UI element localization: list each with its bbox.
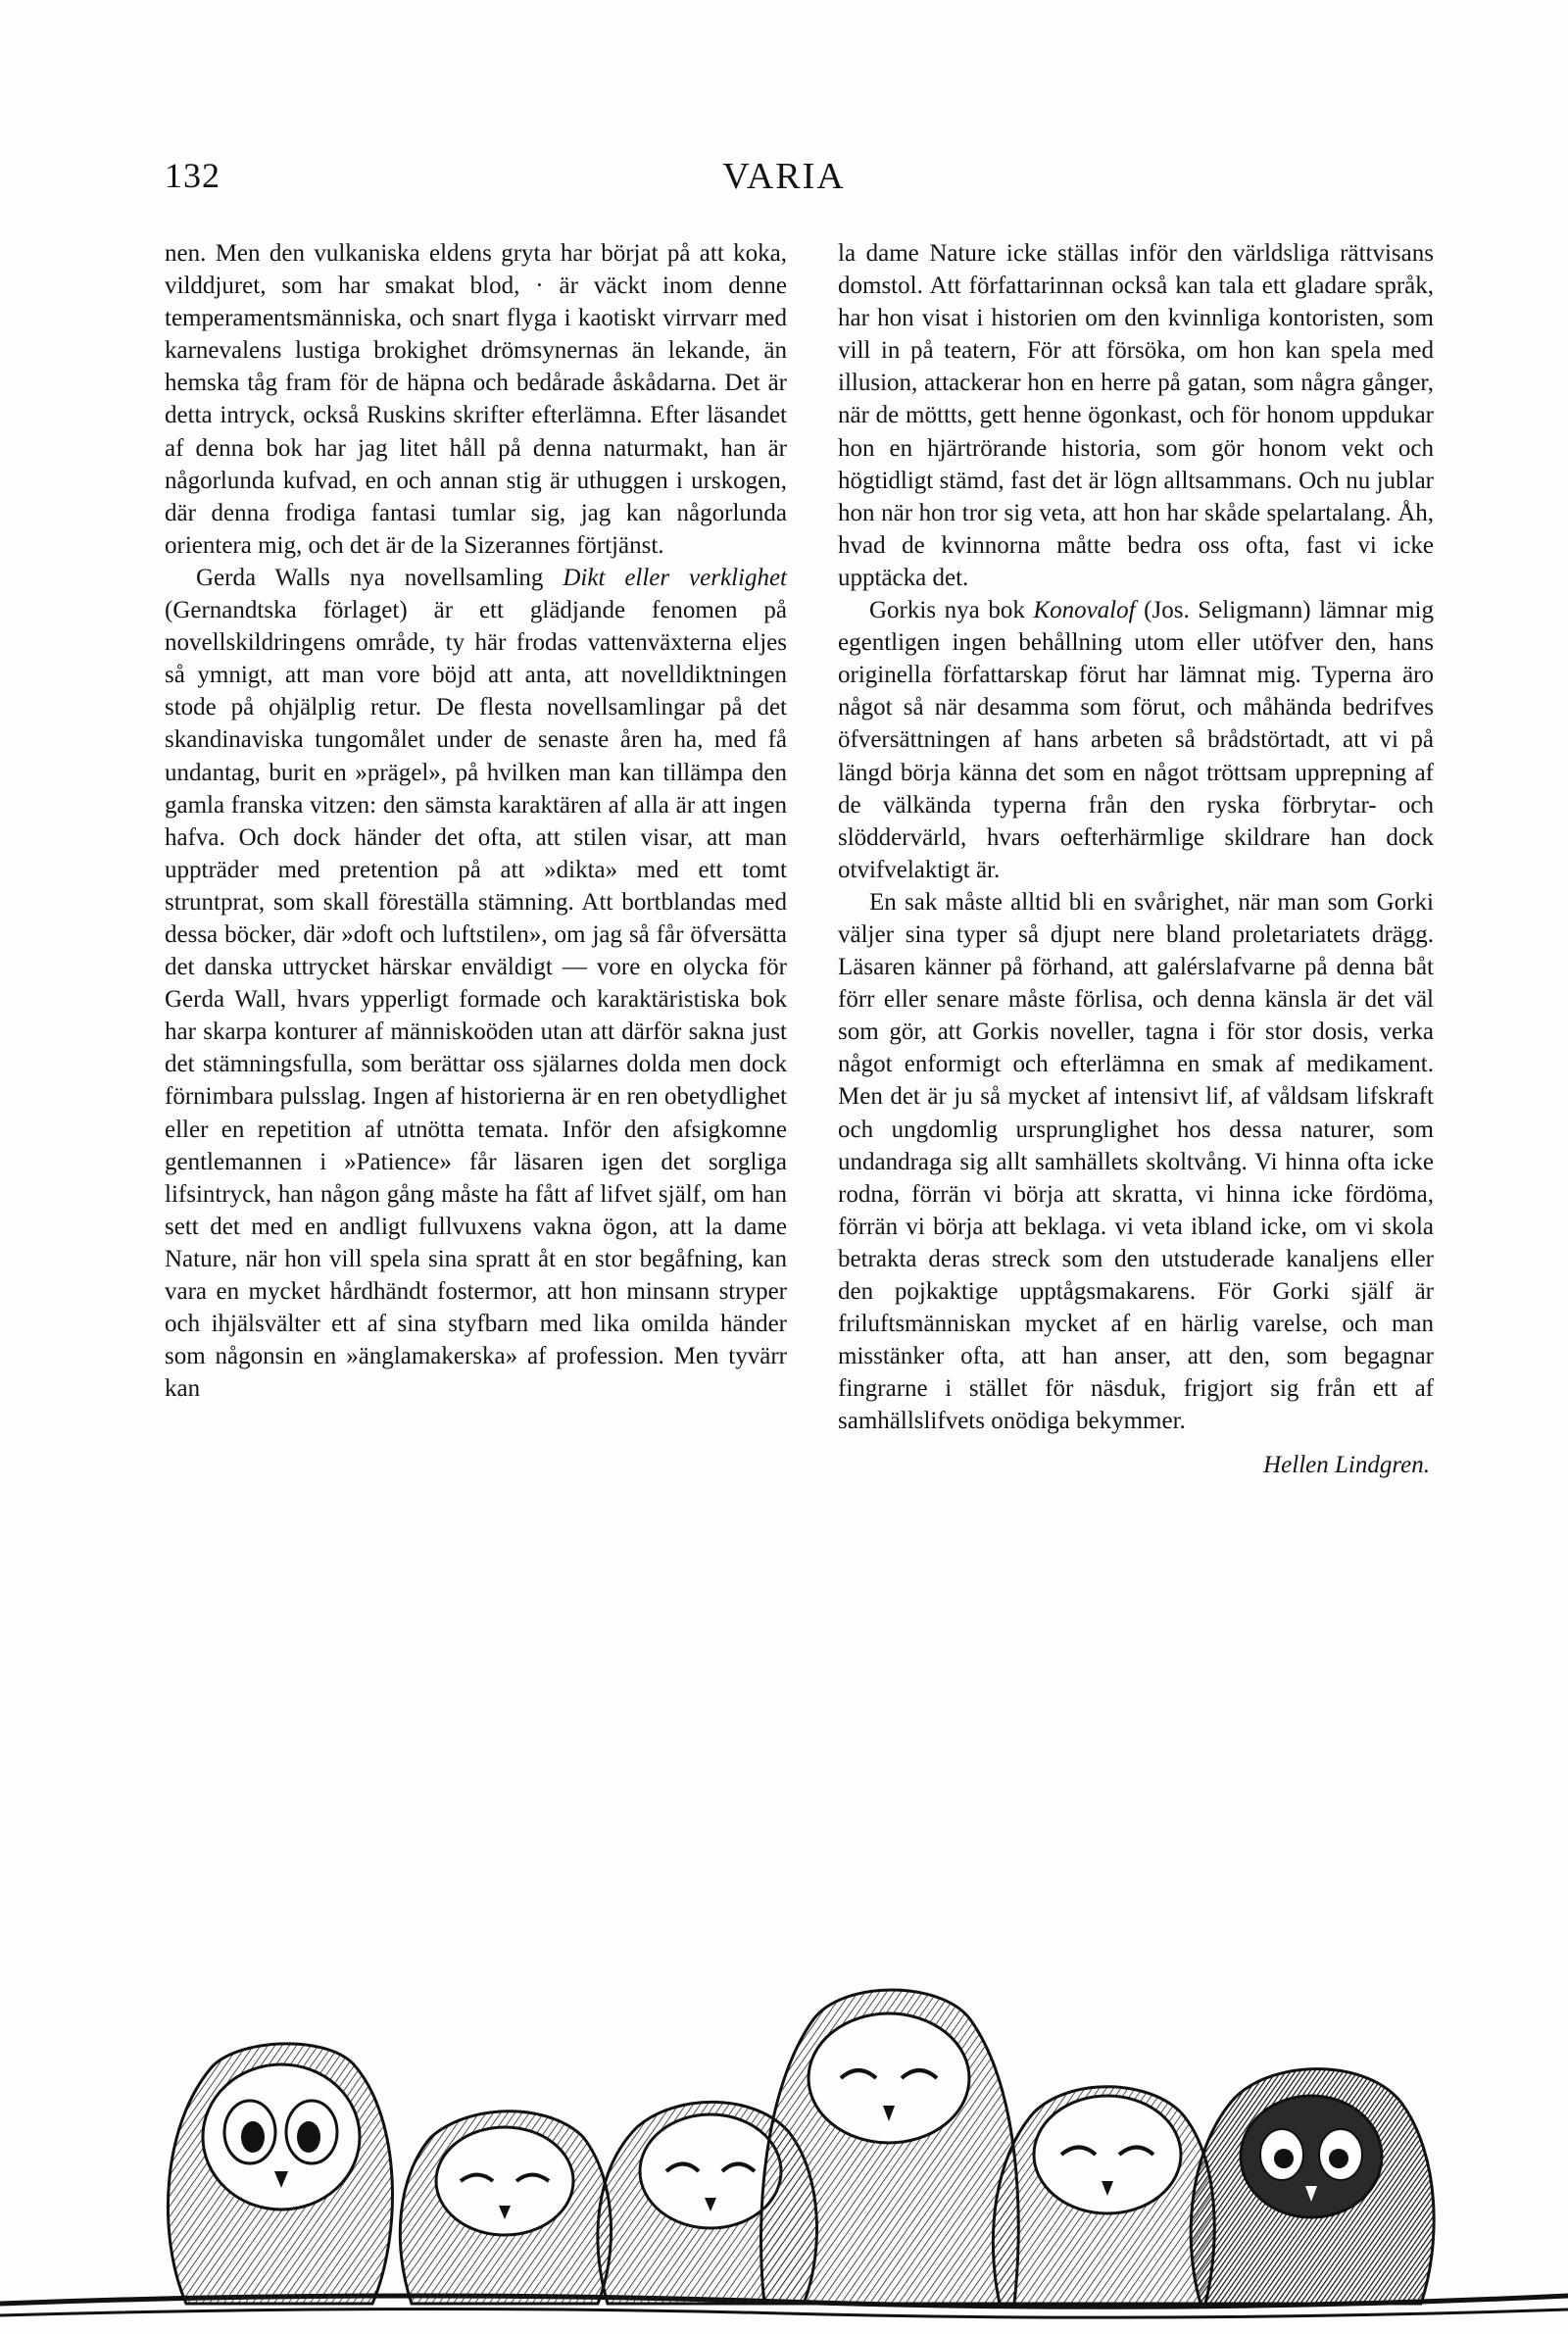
owl-sleeping-center	[761, 1990, 1019, 2304]
owl-dark-right	[1191, 2069, 1434, 2304]
owl-sleeping-5	[993, 2087, 1214, 2304]
owl-illustration	[0, 1843, 1568, 2334]
author-signature: Hellen Lindgren.	[1263, 1452, 1430, 1479]
left-paragraph-2	[165, 562, 787, 1405]
right-paragraph-1: la dame Nature icke ställas inför den världsliga rättvisans domstol. Att författarinnan också kan tala ett gladare språk, har hon visat i historien om den kvinnliga kontoristen, som vill in på teatern, För att försöka, om hon kan spela med illusion, attackerar hon en herre på gatan, som några gånger, när de möttts, gett henne ögonkast, och för honom uppdukar hon en hjärtrörande historia, som gör honom vekt och högtidligt stämd, fast det är lögn alltsammans. Och nu jublar hon när hon tror sig veta, att hon har skåde spelartalang. Åh, hvad de kvinnorna måtte bedra oss ofta, fast vi icke upptäcka det.	[838, 240, 1434, 591]
book-title-dikt-eller-verklighet: Dikt eller verklighet	[563, 564, 787, 591]
running-head: VARIA	[722, 156, 846, 197]
right-paragraph-2	[838, 594, 1434, 886]
left-paragraph-2-rest: (Gernandtska förlaget) är ett glädjande fenomen på novellskildringens område, ty här frodas vattenväxterna eljes så ymnigt, att man vore böjd att anta, att novelldiktningen stode på ohjälplig retur. De flesta novellsamlingar på det skandinaviska tungomålet under de senaste åren ha, med få undantag, burit en »prägel», på hvilken man kan tillämpa den gamla franska vitzen: den sämsta karaktären af alla är att ingen hafva. Och dock händer det ofta, att stilen visar, att man uppträder med pretention på att »dikta» med ett tomt struntprat, som skall föreställa stämning. Att bortblandas med dessa böcker, där »doft och luftstilen», om jag så får öfversätta det danska uttrycket härskar enväldigt — vore en olycka för Gerda Wall, hvars ypperligt formade och karaktäristiska bok har skarpa konturer af människoöden utan att därför sakna just det stämningsfulla, som berättar oss själarnes dolda men dock förnimbara pulsslag. Ingen af historierna är en ren obetydlighet eller en repetition af utnötta temata. Inför den afsigkomne gentlemannen i »Patience» får läsaren igen det sorgliga lifsintryck, han någon gång måste ha fått af lifvet själf, om han sett det med en andligt fullvuxens vakna ögon, att la dame Nature, när hon vill spela sina spratt åt en stor begåfning, kan vara en mycket hårdhändt fostermor, att hon minsann stryper och ihjälsvälter ett af sina styfbarn med lika omilda händer som någonsin en »änglamakerska» af profession. Men tyvärr kan	[165, 597, 787, 1403]
right-paragraph-2-start: Gorkis nya bok	[869, 597, 1034, 624]
left-paragraph-1: nen. Men den vulkaniska eldens gryta har börjat på att koka, vilddjuret, som har smakat blod, · är väckt inom denne temperamentsmänniska, och snart flyga i kaotiskt virrvarr med karnevalens lustiga brokighet drömsynernas än lekande, än hemska tåg fram för de häpna och bedårade åskådarna. Det är detta intryck, också Ruskins skrifter efterlämna. Efter läsandet af denna bok har jag litet håll på denna naturmakt, han är någorlunda kufvad, en och annan stig är uthuggen i urskogen, där denna frodiga fantasi tumlar sig, jag kan någorlunda orientera mig, och det är de la Sizerannes förtjänst.	[165, 240, 787, 559]
owl-sleeping-2	[400, 2111, 611, 2304]
left-paragraph-2-start: Gerda Walls nya novellsamling	[196, 564, 564, 591]
page-number: 132	[165, 156, 220, 195]
right-column	[838, 237, 1434, 1482]
left-column	[165, 237, 787, 1405]
book-title-konovalof: Konovalof	[1033, 597, 1136, 624]
owl-wide-eyed-left	[168, 2044, 392, 2304]
right-paragraph-2-rest: (Jos. Seligmann) lämnar mig egentligen ingen behållning utom eller utöfver den, hans originella författarskap förut har lämnat mig. Typerna äro något så när desamma som förut, och måhända bedrifves öfversättningen af hans arbeten så brådstörtadt, att vi på längd börja känna det som en något tröttsam upprepning af de välkända typerna från den ryska förbrytar- och slöddervärld, hvars oefterhärmlige skildrare han dock otvifvelaktigt är.	[838, 597, 1435, 883]
right-paragraph-3: En sak måste alltid bli en svårighet, när man som Gorki väljer sina typer så djupt nere bland proletariatets drägg. Läsaren känner på förhand, att galérslafvarne på denna båt förr eller senare måste förlisa, och denna känsla är det väl som gör, att Gorkis noveller, tagna i för stor dosis, verka något enformigt och efterlämna en smak af medikament. Men det är ju så mycket af intensivt lif, af våldsam lifskraft och ungdomlig ursprunglighet hos dessa naturer, som undandraga sig allt samhällets skoltvång. Vi hinna ofta icke rodna, förrän vi börja att skratta, vi hinna icke fördöma, förrän vi börja att beklaga. vi veta ibland icke, om vi skola betrakta deras streck som den utstuderade kanaljens eller den pojkaktige upptågsmakarens. För Gorki själf är friluftsmänniskan mycket af en härlig varelse, och man misstänker ofta, att han anser, att den, som begagnar fingrarne i stället för näsduk, frigjort sig från ett af samhällslifvets onödiga bekymmer.	[838, 888, 1434, 1435]
